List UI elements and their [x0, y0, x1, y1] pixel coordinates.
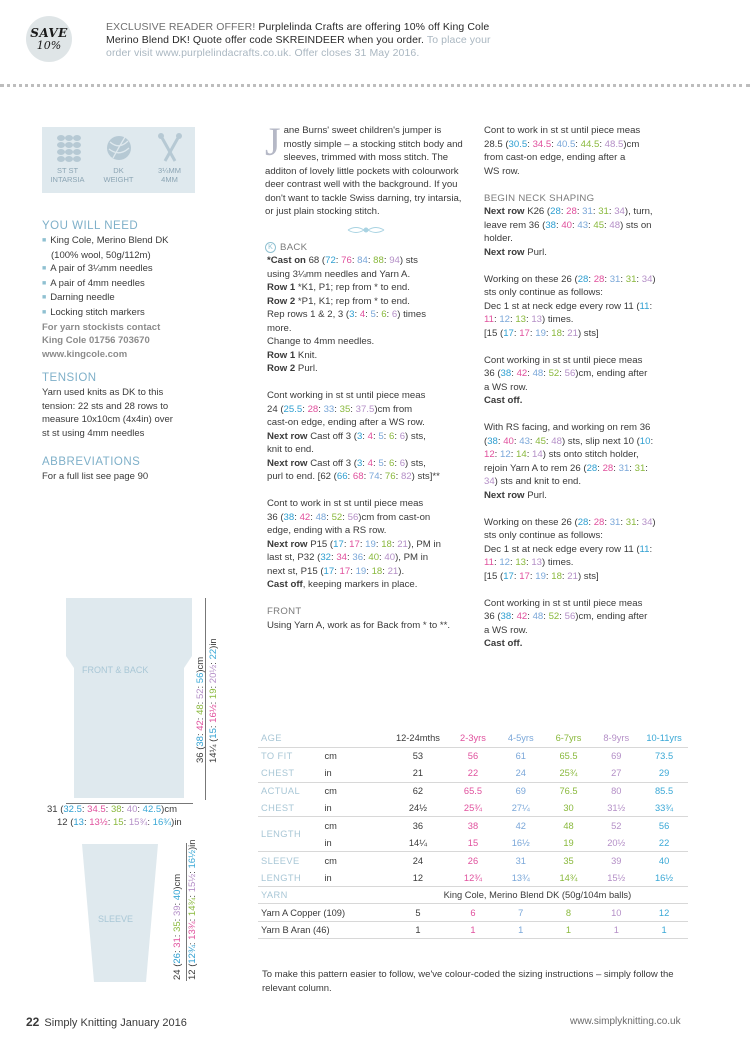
need-item: ■ King Cole, Merino Blend DK — [42, 234, 222, 249]
stitch-icon — [54, 133, 82, 163]
stockist-line: For yarn stockists contact — [42, 321, 161, 333]
need-item: ■ A pair of 4mm needles — [42, 277, 222, 292]
front-back-label: FRONT & BACK — [82, 665, 149, 675]
abbreviations-text: For a full list see page 90 — [42, 471, 149, 482]
save-badge-percent: 10% — [36, 38, 62, 52]
stitch-info — [45, 133, 91, 193]
needle-info — [147, 133, 193, 193]
sleeve-length-in: 12 (12¾: 13¾: 14¾: 15½: 16½)in — [187, 839, 198, 980]
table-row: CHEST in 21 22 24 25¾ 27 29 — [261, 768, 670, 779]
table-header-row: AGE 12-24mths 2-3yrs 4-5yrs 6-7yrs 8-9yrs 10-11yrs — [258, 730, 688, 747]
footer-url: www.simplyknitting.co.uk — [570, 1016, 681, 1027]
reader-offer — [106, 21, 506, 60]
tension-text: tension: 22 sts and 28 rows to — [42, 400, 169, 412]
table-row: ACTUAL cm 62 65.5 69 76.5 80 85.5 — [258, 782, 688, 799]
offer-intro: EXCLUSIVE READER OFFER! — [106, 21, 259, 33]
page-number: 22 — [26, 1015, 40, 1029]
dotted-divider — [0, 84, 750, 87]
table-row: LENGTH in 12 12¾ 13¾ 14¾ 15½ 16½ — [261, 872, 674, 883]
back-instructions: *Cast on 68 (72: 76: 84: 88: 94) sts using 3¼mm needles and Yarn A. Row 1 *K1, P1; rep from * to end. Row 2 *P1, K1; rep from * to end. Rep rows 1 & 2, 3 (3: 4: 5: 6: 6) times more. Change to 4mm needles. Row 1 Knit. Row 2 Purl. Cont working in st st until piece meas 24 (25.5: 28: 33: 35: 37.5)cm from cast-on edge, ending after a WS row. Next row Cast off 3 (3: 4: 5: 6: 6) sts, knit to end. Next row Cast off 3 (3: 4: 5: 6: 6) sts, purl to end. [62 (66: 68: 74: 76: 82) sts]** Cont to work in st st until piece meas 36 (38: 42: 48: 52: 56)cm from cast-on edge, ending with a RS row. Next row P15 (17: 17: 19: 18: 21), PM in last st, P32 (32: 34: 36: 40: 40), PM in next st, P15 (17: 17: 19: 18: 21). Cast off, keeping markers in place. FRONT Using Yarn A, work as for Back from * to **. — [265, 254, 467, 632]
offer-url: To place your order visit www.purplelindacrafts.co.uk. Offer closes 31 May 2016. — [106, 34, 491, 59]
stockist-phone: King Cole 01756 703670 — [42, 335, 150, 347]
abbreviations-section — [42, 456, 222, 484]
table-row: SLEEVE cm 24 26 31 35 39 40 — [258, 852, 688, 869]
table-row: Yarn B Aran (46) 1 1 1 1 1 1 — [258, 921, 688, 938]
need-item: ■ A pair of 3¼mm needles — [42, 262, 222, 277]
need-item: (100% wool, 50g/112m) — [51, 249, 151, 261]
front-back-schematic — [60, 596, 200, 802]
needles-icon — [156, 133, 184, 163]
neck-heading: BEGIN NECK SHAPING — [484, 192, 595, 204]
sizes-table — [258, 730, 688, 939]
abbreviations-heading: ABBREVIATIONS — [42, 456, 141, 468]
table-row: LENGTH cm 36 38 42 48 52 56 — [258, 817, 688, 834]
yarn-description: King Cole, Merino Blend DK (50g/104m balls) — [387, 887, 688, 904]
yarn-ball-icon — [105, 133, 133, 163]
need-item: ■ Locking stitch markers — [42, 306, 222, 321]
snowflake-ornament-icon — [346, 223, 386, 237]
magazine-issue: Simply Knitting January 2016 — [44, 1017, 187, 1029]
intro-text: ane Burns' sweet children's jumper is mostly simple – a stocking stitch body and sleeves, trimmed with moss stitch. The additon of lovely little pockets with colourwork deer contrast well with the background. If you don't want to tackle Swiss darning, try intarsia, or just plain stocking stitch. — [265, 125, 463, 217]
front-text: Using Yarn A, work as for Back from * to **. — [267, 619, 451, 631]
stockist-url: www.kingcole.com — [42, 348, 128, 360]
need-item: ■ Darning needle — [42, 291, 222, 306]
pattern-column-2: Cont to work in st st until piece meas 28.5 (30.5: 34.5: 40.5: 44.5: 48.5)cm from cast-on edge, ending after a WS row. BEGIN NECK SHAPING Next row K26 (28: 28: 31: 31: 34), turn, leave rem 36 (38: 40: 43: 45: 48) sts on holder. Next row Purl. Working on these 26 (28: 28: 31: 31: 34) sts only continue as follows: Dec 1 st at neck edge every row 11 (11: 11: 12: 13: 13) times. [15 (17: 17: 19: 18: 21) sts] Cont working in st st until piece meas 36 (38: 42: 48: 52: 56)cm, ending after a WS row. Cast off. With RS facing, and working on rem 36 (38: 40: 43: 45: 48) sts, slip next 10 (10: 12: 12: 14: 14) sts onto stitch holder, rejoin Yarn A to rem 26 (28: 28: 31: 31: 34) sts and knit to end. Next row Purl. Working on these 26 (28: 28: 31: 31: 34) sts only continue as follows: Dec 1 st at neck edge every row 11 (11: 11: 12: 13: 13) times. [15 (17: 17: 19: 18: 21) sts] Cont working in st st until piece meas 36 (38: 42: 48: 52: 56)cm, ending after a WS row. Cast off. — [484, 124, 694, 651]
colour-code-note: To make this pattern easier to follow, we've colour-coded the sizing instructions – simply follow the relevant column. — [262, 969, 674, 994]
front-width-cm: 31 (32.5: 34.5: 38: 40: 42.5)cm — [47, 804, 177, 815]
stitch-label-1: ST ST — [56, 166, 79, 175]
tension-text: measure 10x10cm (4x4in) over — [42, 414, 173, 426]
table-row: CHEST in 24½ 25¾ 27¼ 30 31½ 33¾ — [261, 803, 674, 813]
knit-level-icon: K — [265, 242, 276, 253]
sleeve-length-cm: 24 (26: 31: 35: 39: 40)cm — [172, 873, 183, 980]
front-heading: FRONT — [267, 606, 302, 617]
table-row: in 14¼ 15 16½ 19 20½ 22 — [324, 837, 670, 848]
tension-text: st st using 4mm needles — [42, 427, 145, 439]
save-badge-title: SAVE — [30, 25, 68, 40]
table-row: TO FIT cm 53 56 61 65.5 69 73.5 — [261, 751, 674, 762]
you-will-need — [42, 220, 222, 361]
tension-text: Yarn used knits as DK to this — [42, 387, 164, 398]
tension-heading: TENSION — [42, 372, 97, 384]
pattern-info-box — [42, 127, 195, 193]
save-badge — [26, 16, 72, 62]
needle-label-1: 3¼MM — [158, 166, 181, 175]
weight-label-2: WEIGHT — [103, 175, 134, 184]
footer-left — [26, 1015, 187, 1029]
front-length-cm: 36 (38: 42: 48: 52: 56)cm — [195, 656, 206, 763]
needle-label-2: 4MM — [161, 175, 178, 184]
table-row: Yarn A Copper (109) 5 6 7 8 10 12 — [258, 904, 688, 921]
sleeve-label: SLEEVE — [98, 914, 134, 924]
weight-label-1: DK — [113, 166, 124, 175]
need-heading: YOU WILL NEED — [42, 220, 139, 232]
front-width-in: 12 (13: 13½: 15: 15¾: 16¾)in — [57, 817, 182, 828]
front-length-in: 14¼ (15: 16½: 19: 20½: 22)in — [208, 638, 219, 763]
stitch-label-2: INTARSIA — [50, 175, 85, 184]
offer-body: Purplelinda Crafts are offering 10% off King Cole Merino Blend DK! Quote offer code SKREINDEER when you order. — [106, 21, 490, 46]
ornament — [265, 223, 467, 241]
pattern-column-1 — [265, 119, 467, 632]
back-heading: BACK — [280, 241, 308, 253]
tension-section — [42, 372, 222, 440]
table-row: YARN King Cole, Merino Blend DK (50g/104m balls) — [258, 887, 688, 904]
drop-cap: J — [265, 119, 281, 164]
weight-info — [96, 133, 142, 193]
